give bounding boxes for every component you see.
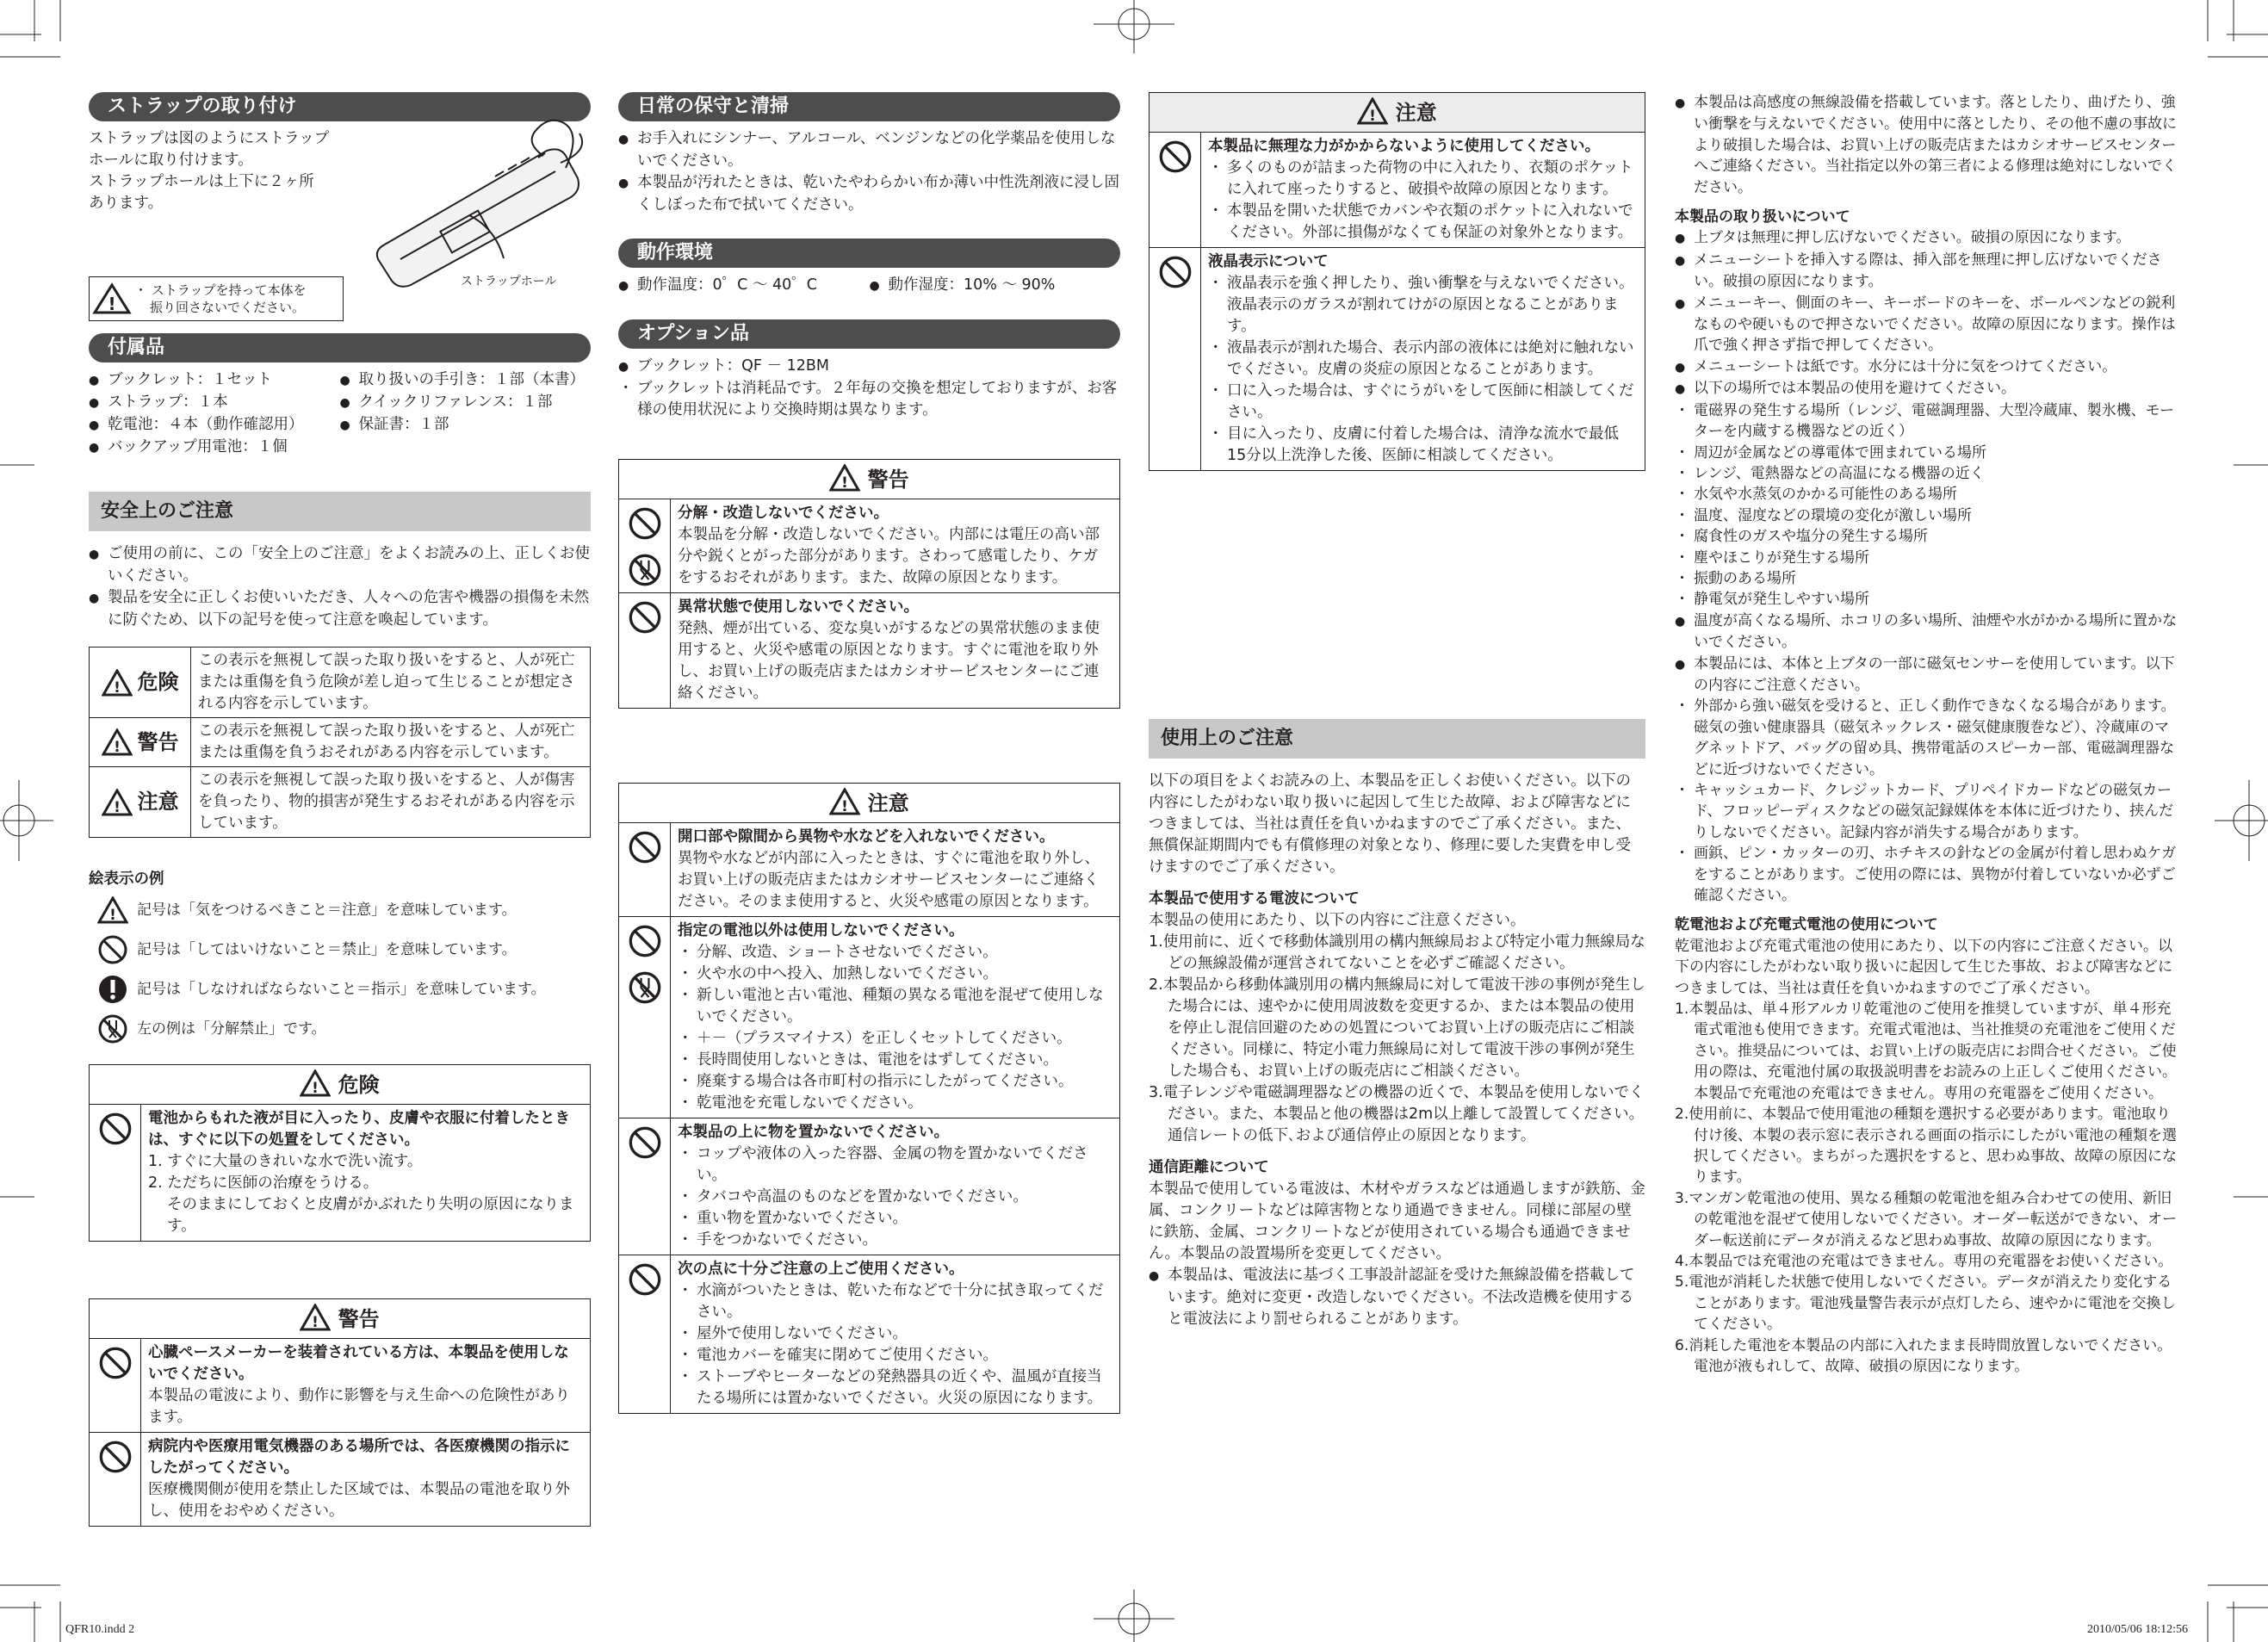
- caution2-item: ・ 廃棄する場合は各市町村の指示にしたがってください。: [678, 1071, 1112, 1093]
- svg-text:!: !: [113, 798, 121, 816]
- handling-item: ・ 周辺が金属などの導電体で囲まれている場所: [1675, 443, 2178, 463]
- accessory-item: ● ブックレット：１セット: [89, 369, 340, 392]
- env-temp: ● 動作温度：0゜C 〜 40゜C: [618, 275, 870, 297]
- accessory-item: ● クイックリファレンス：１部: [340, 392, 592, 414]
- caution2-title: 注意: [867, 791, 909, 815]
- caution2-text: 異物や水などが内部に入ったときは、すぐに電池を取り外し、お買い上げの販売店またはカシオサービスセンターにご連絡ください。そのまま使用すると、火災や感電の原因となります。: [678, 850, 1100, 910]
- radio-item: 1.使用前に、近くで移動体識別用の構内無線局および特定小電力無線局などの無線設備が運営されてないことを必ずご確認ください。: [1149, 933, 1645, 972]
- footer-filename: QFR10.indd 2: [65, 1623, 135, 1636]
- caution1-head: 本製品に無理な力がかからないように使用してください。: [1208, 138, 1600, 155]
- usage-heading: 使用上のご注意: [1149, 719, 1645, 759]
- handling-heading: 本製品の取り扱いについて: [1675, 208, 1850, 226]
- warning2-title: 警告: [338, 1307, 380, 1331]
- caution-icon: [300, 1069, 331, 1097]
- safety-heading: 安全上のご注意: [89, 492, 591, 531]
- svg-text:!: !: [312, 1080, 319, 1097]
- caution2-item: ・ 屋外で使用しないでください。: [678, 1323, 1112, 1345]
- symbol-desc: 記号は「してはいけないこと＝禁止」を意味しています。: [137, 941, 517, 958]
- battery-intro: 乾電池および充電式電池の使用にあたり、以下の内容にご注意ください。以下の内容にしたがわない取り扱いに起因して生じた事故、および障害などにつきましては、当社は責任を負いかねますのでご了承ください。: [1675, 937, 2172, 997]
- handling-item: ● 上ブタは無理に押し広げないでください。破損の原因になります。: [1675, 227, 2178, 249]
- strap-hole-label: ストラップホール: [461, 275, 557, 288]
- care-heading: 日常の保守と清掃: [618, 92, 1120, 121]
- warning2-text: 本製品の電波により、動作に影響を与え生命への危険性があります。: [148, 1387, 570, 1426]
- svg-text:!: !: [1369, 108, 1377, 125]
- prohibition-icon: [628, 506, 662, 541]
- distance-bullet: ● 本製品は、電波法に基づく工事設計認証を受けた無線設備を搭載しています。絶対に変更・改造しないでください。不法改造機を使用すると電波法により罰せられることがあります。: [1149, 1265, 1645, 1330]
- prohibition-icon: [97, 934, 128, 965]
- handling-item: ・ 振動のある場所: [1675, 568, 2178, 589]
- caution2-item: ・ 新しい電池と古い電池、種類の異なる電池を混ぜて使用しないでください。: [678, 985, 1112, 1028]
- caution-box-2: [618, 783, 1120, 1414]
- battery-item: 3.マンガン乾電池の使用、異なる種類の乾電池を組み合わせての使用、新旧の乾電池を混ぜて使用しないでください。オーダー転送ができない、オーダー転送前にデータが消えるなど思わぬ事故、故障の原因になります。: [1675, 1189, 2177, 1249]
- caution2-item: ・ 手をつかないでください。: [678, 1230, 1112, 1251]
- radio-intro: 本製品の使用にあたり、以下の内容にご注意ください。: [1149, 912, 1526, 929]
- caution2-head: 開口部や隙間から異物や水などを入れないでください。: [678, 828, 1055, 846]
- warning1-title: 警告: [867, 468, 909, 492]
- environment-heading: 動作環境: [618, 239, 1120, 268]
- svg-text:!: !: [113, 678, 121, 697]
- prohibition-icon: [98, 1112, 133, 1146]
- caution-box-1: [1149, 92, 1645, 471]
- strap-text-2: ホールに取り付けます。: [89, 152, 253, 169]
- caution1-item: ・ 液晶表示が割れた場合、表示内部の液体には絶対に触れないでください。皮膚の炎症の原因となることがあります。: [1208, 338, 1638, 381]
- handling-item: ● 本製品には、本体と上ブタの一部に磁気センサーを使用しています。以下の内容にご注意ください。: [1675, 654, 2178, 697]
- symbol-desc: 記号は「気をつけるべきこと＝注意」を意味しています。: [137, 902, 517, 919]
- no-disassembly-icon: [628, 970, 662, 1005]
- device-strap-illustration: [366, 116, 598, 297]
- strap-text-4: あります。: [89, 195, 164, 212]
- distance-heading: 通信距離について: [1149, 1159, 1269, 1176]
- accessory-item: ● バックアップ用電池：１個: [89, 437, 340, 459]
- handling-item: ・ レンジ、電熱器などの高温になる機器の近く: [1675, 463, 2178, 484]
- svg-text:!: !: [841, 798, 849, 815]
- caution1-title: 注意: [1395, 101, 1437, 125]
- prohibition-icon: [1158, 255, 1193, 289]
- caution2-head: 指定の電池以外は使用しないでください。: [678, 922, 964, 939]
- svg-text:!: !: [841, 474, 849, 492]
- danger-title: 危険: [338, 1073, 380, 1097]
- strap-warn-1: ・ ストラップを持って本体を: [134, 282, 307, 298]
- option-note: ・ ブックレットは消耗品です。２年毎の交換を想定しておりますが、お客様の使用状況により交換時期は異なります。: [618, 378, 1120, 421]
- battery-heading: 乾電池および充電式電池の使用について: [1675, 916, 1938, 934]
- prohibition-icon: [628, 1262, 662, 1297]
- svg-text:!: !: [113, 739, 121, 756]
- battery-item: 4.本製品では充電池の充電はできません。専用の充電器をお使いください。: [1675, 1252, 2173, 1270]
- caution2-item: ・ 火や水の中へ投入、加熱しないでください。: [678, 964, 1112, 985]
- strap-section: [89, 128, 591, 315]
- handling-item: ・ 温度、湿度などの環境の変化が激しい場所: [1675, 505, 2178, 526]
- handling-item: ● メニューシートは紙です。水分には十分に気をつけてください。: [1675, 356, 2178, 378]
- column-3: [1149, 92, 1645, 1330]
- strap-text-1: ストラップは図のようにストラップ: [89, 130, 330, 147]
- caution-icon: [97, 896, 128, 924]
- battery-item: 6.消耗した電池を本製品の内部に入れたまま長時間放置しないでください。電池が液もれして、故障、破損の原因になります。: [1675, 1336, 2172, 1375]
- handling-item: ● メニューキー、側面のキー、キーボードのキーを、ボールペンなどの鋭利なものや硬いもので押さないでください。故障の原因になります。操作は爪で強く押さず指で押してください。: [1675, 293, 2178, 356]
- column-4: [1675, 92, 2178, 1377]
- handling-item: ・ 水気や水蒸気のかかる可能性のある場所: [1675, 484, 2178, 505]
- distance-text: 本製品で使用している電波は、木材やガラスなどは通過しますが鉄筋、金属、コンクリートなどは障害物となり通過できません。同様に部屋の壁に鉄筋、金属、コンクリートなどが使用されている場合も通過できません。本製品の設置場所を変更してください。: [1149, 1180, 1645, 1262]
- option-item: ● ブックレット：QF － 12BM: [618, 356, 1120, 378]
- handling-item: ● 温度が高くなる場所、ホコリの多い場所、油煙や水がかかる場所に置かないでください。: [1675, 610, 2178, 654]
- care-item: ● 本製品が汚れたときは、乾いたやわらかい布か薄い中性洗剤液に浸し固くしぼった布で拭いてください。: [618, 172, 1120, 216]
- env-humidity: ● 動作湿度：10% 〜 90%: [870, 275, 1121, 297]
- accessory-item: ● 保証書：１部: [340, 414, 592, 437]
- handling-item: ・ キャッシュカード、クレジットカード、プリペイドカードなどの磁気カード、フロッピーディスクなどの磁気記録媒体を本体に近づけたり、挟んだりしないでください。記録内容が消失する場合があります。: [1675, 780, 2178, 843]
- hazard-text: この表示を無視して誤った取り扱いをすると、人が死亡または重傷を負うおそれがある内容を示しています。: [198, 722, 575, 761]
- svg-text:!: !: [109, 907, 116, 924]
- accessory-item: ● 乾電池：４本（動作確認用）: [89, 414, 340, 437]
- instruction-icon: [97, 974, 128, 1005]
- caution2-head: 次の点に十分ご注意の上ご使用ください。: [678, 1261, 964, 1278]
- battery-item: 2.使用前に、本製品で使用電池の種類を選択する必要があります。電池取り付け後、本製の表示窓に表示される画面の指示にしたがい電池の種類を選択してください。まちがった選択をすると、思わぬ事故、故障の原因になります。: [1675, 1106, 2177, 1187]
- hazard-label: 注意: [137, 790, 179, 814]
- handling-item: ・ 画鋲、ピン・カッターの刃、ホチキスの針などの金属が付着し思わぬケガをすることがあります。ご使用の際には、異物が付着していないか必ずご確認ください。: [1675, 843, 2178, 906]
- radio-item: 3.電子レンジや電磁調理器などの機器の近くで、本製品を使用しないでください。また、本製品と他の機器は2m以上離して設置してください。通信レートの低下､および通信停止の原因となります。: [1149, 1084, 1645, 1144]
- footer-timestamp: 2010/05/06 18:12:56: [2087, 1623, 2189, 1636]
- caution-icon: [829, 788, 860, 815]
- warning-box-2: [89, 1298, 591, 1527]
- caution1-item: ・ 口に入った場合は、すぐにうがいをして医師に相談してください。: [1208, 381, 1638, 424]
- caution1-head: 液晶表示について: [1208, 253, 1329, 270]
- svg-text:!: !: [108, 294, 116, 314]
- caution-icon: [102, 728, 133, 756]
- caution-icon: [1357, 97, 1388, 125]
- svg-text:!: !: [312, 1314, 319, 1331]
- caution2-item: ・ 電池カバーを確実に閉めてご使用ください。: [678, 1345, 1112, 1366]
- hazard-row-danger: [90, 648, 590, 718]
- hazard-row-caution: [90, 767, 590, 837]
- caution-icon: [90, 282, 134, 316]
- handling-item: ● メニューシートを挿入する際は、挿入部を無理に押し広げないでください。破損の原因になります。: [1675, 250, 2178, 293]
- accessories-list: [89, 369, 591, 459]
- caution-icon: [300, 1304, 331, 1331]
- caution1-item: ・ 本製品を開いた状態でカバンや衣類のポケットに入れないでください。外部に損傷がなくても保証の対象外となります。: [1208, 201, 1638, 244]
- hazard-label: 警告: [137, 729, 179, 754]
- caution2-item: ・ ストーブやヒーターなどの発熱器具の近くや、温風が直接当たる場所には置かないでください。火災の原因になります。: [678, 1366, 1112, 1410]
- danger-head: 電池からもれた液が目に入ったり、皮膚や衣服に付着したときは、すぐに以下の処置をしてください。: [148, 1110, 570, 1149]
- prohibition-icon: [1158, 139, 1193, 174]
- warning1-text: 本製品を分解・改造しないでください。内部には電圧の高い部分や鋭くとがった部分があります。さわって感電したり、ケガをするおそれがあります。また、故障の原因となります。: [678, 526, 1100, 586]
- caution-icon: [829, 464, 860, 492]
- hazard-label: 危険: [137, 670, 179, 694]
- care-item: ● お手入れにシンナー、アルコール、ベンジンなどの化学薬品を使用しないでください。: [618, 128, 1120, 172]
- options-heading: オプション品: [618, 319, 1120, 349]
- prohibition-icon: [98, 1346, 133, 1380]
- caution2-item: ・ 水滴がついたときは、乾いた布などで十分に拭き取ってください。: [678, 1280, 1112, 1323]
- accessory-item: ● 取り扱いの手引き：１部（本書）: [340, 369, 592, 392]
- warning2-head: 病院内や医療用電気機器のある場所では、各医療機関の指示にしたがってください。: [148, 1438, 570, 1477]
- strap-warn-2: 振り回さないでください。: [150, 300, 306, 315]
- column-2: [618, 92, 1120, 1414]
- danger-step: 1. すぐに大量のきれいな水で洗い流す。: [148, 1153, 423, 1170]
- strap-warning-box: [89, 276, 344, 321]
- no-disassembly-icon: [628, 553, 662, 587]
- handling-item: ● 以下の場所では本製品の使用を避けてください。: [1675, 378, 2178, 400]
- handling-item: ・ 腐食性のガスや塩分の発生する場所: [1675, 526, 2178, 547]
- strap-heading: ストラップの取り付け: [89, 92, 591, 121]
- accessory-item: ● ストラップ：１本: [89, 392, 340, 414]
- caution2-item: ・ 乾電池を充電しないでください。: [678, 1093, 1112, 1114]
- warning2-head: 心臓ペースメーカーを装着されている方は、本製品を使用しないでください。: [148, 1344, 569, 1383]
- warning1-head: 異常状態で使用しないでください。: [678, 598, 919, 616]
- prohibition-icon: [628, 830, 662, 864]
- prohibition-icon: [628, 600, 662, 635]
- symbol-desc: 左の例は「分解禁止」です。: [137, 1020, 326, 1038]
- caution2-item: ・ 重い物を置かないでください。: [678, 1208, 1112, 1230]
- usage-intro: 以下の項目をよくお読みの上、本製品を正しくお使いください。以下の内容にしたがわない取り扱いに起因して生じた故障、および障害などにつきましては、当社は責任を負いかねますのでご了承ください。また、無償保証期間内でも有償修理の対象となり、修理に要した実費を申し受けますのでご了承ください。: [1149, 772, 1631, 876]
- prohibition-icon: [628, 924, 662, 958]
- safety-bullet: ● ご使用の前に、この「安全上のご注意」をよくお読みの上、正しくお使いください。: [89, 543, 591, 587]
- caution2-item: ・ タバコや高温のものなどを置かないでください。: [678, 1187, 1112, 1208]
- caution2-item: ・ 長時間使用しないときは、電池をはずしてください。: [678, 1050, 1112, 1071]
- handling-list: [1675, 227, 2178, 906]
- caution2-item: ・ ＋－（プラスマイナス）を正しくセットしてください。: [678, 1028, 1112, 1050]
- caution2-head: 本製品の上に物を置かないでください。: [678, 1124, 949, 1141]
- caution1-item: ・ 目に入ったり、皮膚に付着した場合は、清浄な流水で最低15分以上洗浄した後、医師に相談してください。: [1208, 424, 1638, 467]
- warning2-text: 医療機関側が使用を禁止した区域では、本製品の電池を取り外し、使用をおやめください。: [148, 1481, 570, 1520]
- handling-item: ・ 塵やほこりが発生する場所: [1675, 548, 2178, 568]
- symbols-heading: 絵表示の例: [89, 871, 164, 888]
- caution-icon: [102, 669, 133, 697]
- no-disassembly-icon: [97, 1013, 128, 1044]
- battery-item: 5.電池が消耗した状態で使用しないでください。データが消えたり変化することがあります。電池残量警告表示が点灯したら、速やかに電池を交換してください。: [1675, 1273, 2176, 1334]
- hazard-row-warning: [90, 718, 590, 767]
- warning-box-1: [618, 459, 1120, 709]
- warning1-text: 発熱、煙が出ている、変な臭いがするなどの異常状態のまま使用すると、火災や感電の原因となります。すぐに電池を取り外し、お買い上げの販売店またはカシオサービスセンターにご連絡ください。: [678, 620, 1100, 702]
- radio-item: 2.本製品から移動体識別用の構内無線局に対して電波干渉の事例が発生した場合には、速やかに使用周波数を変更するか、または本製品の使用を停止し混信回避のための処置についてお買い上げの販売店にご相談ください。同様に、特定小電力無線局に対して電波干渉の事例が発生した場合も、お買い上げの販売店にご相談ください。: [1149, 976, 1645, 1080]
- strap-text-3: ストラップホールは上下に２ヶ所: [89, 173, 314, 190]
- caution1-item: ・ 多くのものが詰まった荷物の中に入れたり、衣類のポケットに入れて座ったりすると、破損や故障の原因となります。: [1208, 158, 1638, 201]
- danger-note: そのままにしておくと皮膚がかぶれたり失明の原因になります。: [167, 1196, 574, 1235]
- warning1-head: 分解・改造しないでください。: [678, 505, 889, 522]
- battery-item: 1.本製品は、単４形アルカリ乾電池のご使用を推奨していますが、単４形充電式電池も使用できます。充電式電池は、当社推奨の充電池をご使用ください。推奨品については、お買い上げの販売店にお問合せください。ご使用の際は、充電池付属の取扱説明書をお読みの上正しくご使用ください。本製品で充電池の充電はできません。専用の充電器をご使用ください。: [1675, 1001, 2177, 1102]
- prohibition-icon: [98, 1440, 133, 1474]
- handling-item: ・ 電磁界の発生する場所（レンジ、電磁調理器、大型冷蔵庫、製氷機、モーターを内蔵する機器などの近く）: [1675, 400, 2178, 443]
- column-1: [89, 92, 591, 1527]
- hazard-text: この表示を無視して誤った取り扱いをすると、人が死亡または重傷を負う危険が差し迫って生じることが想定される内容を示しています。: [198, 652, 575, 712]
- safety-bullet: ● 製品を安全に正しくお使いいただき、人々への危害や機器の損傷を未然に防ぐため、以下の記号を使って注意を喚起しています。: [89, 587, 591, 631]
- radio-heading: 本製品で使用する電波について: [1149, 890, 1360, 908]
- symbols-list: [89, 890, 591, 1049]
- caution2-item: ・ コップや液体の入った容器、金属の物を置かないでください。: [678, 1143, 1112, 1187]
- handling-item: ・ 静電気が発生しやすい場所: [1675, 589, 2178, 610]
- hazard-levels-table: [89, 647, 591, 838]
- caution-icon: [102, 789, 133, 816]
- radio-equipment-note: ● 本製品は高感度の無線設備を搭載しています。落としたり、曲げたり、強い衝撃を与えないでください。使用中に落としたり、その他不慮の事故により破損した場合は、お買い上げの販売店またはカシオサービスセンターへご連絡ください。当社指定以外の第三者による修理は絶対にしないでください。: [1675, 92, 2178, 198]
- hazard-text: この表示を無視して誤った取り扱いをすると、人が傷害を負ったり、物的損害が発生するおそれがある内容を示しています。: [198, 771, 575, 832]
- caution2-item: ・ 分解、改造、ショートさせないでください。: [678, 942, 1112, 964]
- danger-step: 2. ただちに医師の治療をうける。: [148, 1174, 379, 1192]
- caution1-item: ・ 液晶表示を強く押したり、強い衝撃を与えないでください。液晶表示のガラスが割れてけがの原因となることがあります。: [1208, 273, 1638, 338]
- prohibition-icon: [628, 1125, 662, 1160]
- symbol-desc: 記号は「しなければならないこと＝指示」を意味しています。: [137, 981, 546, 998]
- danger-box: [89, 1064, 591, 1242]
- accessories-heading: 付属品: [89, 333, 591, 362]
- handling-item: ・ 外部から強い磁気を受けると、正しく動作できなくなる場合があります。磁気の強い健康器具（磁気ネックレス・磁気健康腹巻など）、冷蔵庫のマグネットドア、バッグの留め具、携帯電話のスピーカー部、電磁調理器などに近づけないでください。: [1675, 696, 2178, 780]
